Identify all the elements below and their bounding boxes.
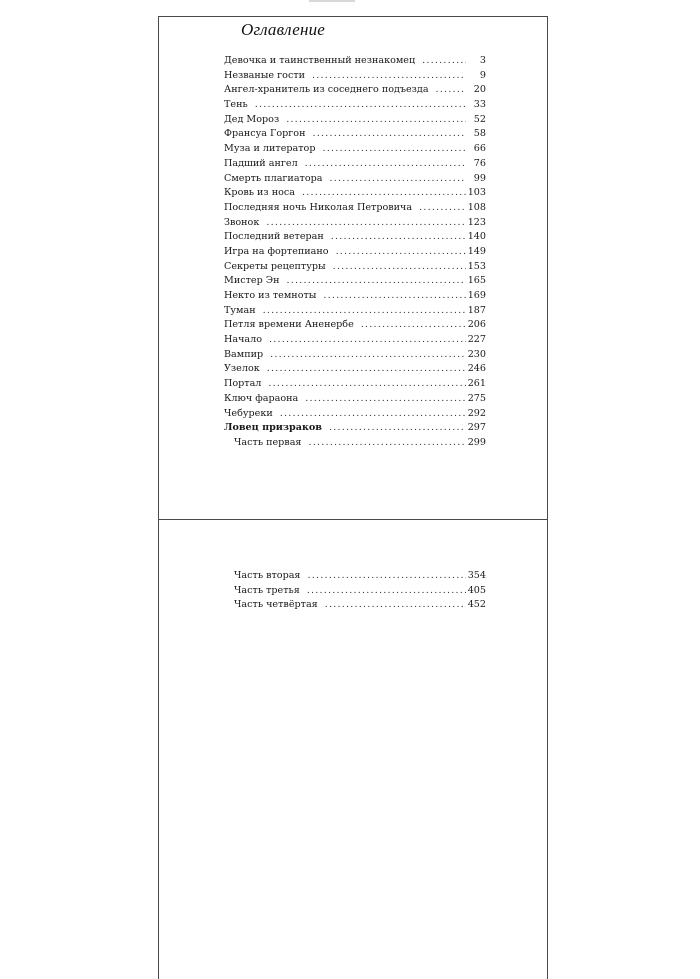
toc-dot-leader (329, 421, 466, 436)
toc-entry-title: Ключ фараона (224, 392, 299, 404)
toc-dot-leader (333, 260, 466, 275)
toc-entry (224, 69, 486, 84)
document-page-1 (158, 16, 548, 521)
toc-entry-title: Смерть плагиатора (224, 172, 323, 184)
toc-dot-leader (312, 127, 466, 142)
toc-dot-leader (308, 436, 465, 451)
toc-entry (224, 318, 486, 333)
toc-page-number: 165 (467, 275, 486, 287)
toc-page-number: 3 (479, 55, 486, 66)
toc-entry-title: Кровь из носа (224, 187, 295, 199)
toc-page-number: 99 (473, 172, 486, 184)
toc-entry-title: Ангел-хранитель из соседнего подъезда (224, 84, 429, 96)
toc-page-number: 275 (467, 392, 486, 404)
toc-page-number: 227 (467, 334, 486, 346)
toc-page-number: 66 (473, 143, 486, 155)
toc-subentry (224, 436, 486, 451)
toc-dot-leader (307, 584, 466, 599)
toc-dot-leader (330, 172, 467, 187)
toc-entry-title: Игра на фортепиано (224, 245, 329, 257)
toc-entry (224, 142, 486, 157)
toc-entry-title: Чебуреки (224, 407, 273, 419)
toc-dot-leader (322, 142, 466, 157)
toc-entry-title: Начало (224, 334, 263, 346)
toc-entry (224, 392, 486, 407)
toc-dot-leader (268, 377, 465, 392)
toc-entry-title: Последний ветеран (224, 231, 324, 243)
toc-entry-title: Некто из темноты (224, 290, 317, 301)
toc-entry-title: Часть первая (234, 436, 302, 448)
top-scroll-tab (309, 0, 355, 2)
toc-entry-title: Девочка и таинственный незнакомец (224, 55, 416, 66)
toc-entry-title: Ловец призраков (224, 422, 322, 434)
toc-list-page-2 (224, 569, 486, 613)
toc-entry-title: Муза и литератор (224, 143, 316, 155)
toc-dot-leader (308, 569, 466, 584)
toc-dot-leader (419, 201, 466, 216)
toc-page-number: 123 (467, 216, 486, 228)
toc-page-number: 9 (479, 69, 486, 81)
toc-entry-title: Тень (224, 99, 248, 111)
toc-page-number: 246 (467, 363, 486, 375)
toc-dot-leader (267, 362, 466, 377)
toc-page-number: 292 (467, 407, 486, 419)
toc-dot-leader (436, 83, 466, 98)
toc-entry (224, 172, 486, 187)
toc-entry-title: Мистер Эн (224, 275, 280, 287)
toc-subentry (224, 584, 486, 599)
toc-subentry (224, 598, 486, 613)
toc-page-number: 452 (467, 599, 486, 611)
toc-entry (224, 201, 486, 216)
toc-dot-leader (266, 216, 465, 231)
toc-dot-leader (270, 348, 466, 363)
toc-entry-title: Секреты рецептуры (224, 260, 326, 272)
toc-entry-title: Портал (224, 378, 262, 390)
toc-entry (224, 274, 486, 289)
toc-page-number: 261 (467, 378, 486, 390)
toc-page-number: 149 (467, 245, 486, 257)
toc-entry (224, 54, 486, 69)
toc-entry-title: Франсуа Горгон (224, 128, 306, 140)
toc-page-number: 405 (467, 584, 486, 596)
toc-entry (224, 260, 486, 275)
document-page-2 (158, 519, 548, 979)
toc-entry (224, 186, 486, 201)
toc-dot-leader (331, 230, 466, 245)
toc-entry (224, 333, 486, 348)
toc-dot-leader (255, 98, 466, 113)
toc-page-number: 153 (467, 260, 486, 272)
toc-entry-title: Падший ангел (224, 157, 298, 169)
toc-page-number: 169 (467, 290, 486, 301)
toc-page-number: 206 (467, 319, 486, 331)
toc-entry (224, 348, 486, 363)
toc-entry-title: Часть четвёртая (234, 599, 318, 611)
toc-entry-title: Петля времени Аненербе (224, 319, 354, 331)
toc-entry (224, 230, 486, 245)
toc-entry (224, 421, 486, 436)
toc-entry (224, 304, 486, 319)
toc-page-number: 20 (473, 84, 486, 96)
toc-entry (224, 216, 486, 231)
toc-entry (224, 407, 486, 422)
toc-entry (224, 157, 486, 172)
toc-dot-leader (286, 113, 466, 128)
toc-entry (224, 113, 486, 128)
toc-page-number: 58 (473, 128, 486, 140)
toc-entry-title: Последняя ночь Николая Петровича (224, 201, 413, 213)
toc-entry-title: Туман (224, 304, 256, 316)
toc-page-number: 354 (467, 570, 486, 581)
toc-entry-title: Дед Мороз (224, 113, 280, 125)
toc-dot-leader (263, 304, 466, 319)
toc-dot-leader (422, 54, 466, 69)
toc-entry (224, 127, 486, 142)
toc-page-number: 140 (467, 231, 486, 243)
toc-title: Оглавление (241, 20, 326, 39)
toc-entry-title: Незваные гости (224, 69, 306, 81)
toc-entry (224, 362, 486, 377)
toc-entry (224, 245, 486, 260)
toc-page-number: 230 (467, 348, 486, 360)
toc-entry (224, 83, 486, 98)
toc-page-number: 33 (473, 99, 486, 111)
toc-page-number: 297 (467, 422, 486, 434)
toc-entry-title: Узелок (224, 363, 260, 375)
toc-dot-leader (269, 333, 466, 348)
toc-page-number: 108 (467, 201, 486, 213)
toc-dot-leader (305, 392, 465, 407)
toc-dot-leader (305, 157, 466, 172)
toc-dot-leader (323, 289, 465, 304)
toc-entry-title: Часть вторая (234, 570, 301, 581)
toc-list-page-1 (224, 54, 486, 451)
toc-dot-leader (325, 598, 466, 613)
toc-entry (224, 289, 486, 304)
toc-page-number: 187 (467, 304, 486, 316)
toc-dot-leader (312, 69, 466, 84)
toc-entry-title: Звонок (224, 216, 260, 228)
toc-entry (224, 377, 486, 392)
toc-page-number: 52 (473, 113, 486, 125)
toc-dot-leader (287, 274, 466, 289)
toc-entry-title: Вампир (224, 348, 264, 360)
toc-dot-leader (280, 407, 466, 422)
toc-dot-leader (302, 186, 466, 201)
toc-page-number: 299 (467, 436, 486, 448)
toc-entry (224, 98, 486, 113)
toc-page-number: 76 (473, 157, 486, 169)
toc-dot-leader (336, 245, 466, 260)
toc-page-number: 103 (467, 187, 486, 199)
toc-entry-title: Часть третья (234, 584, 300, 596)
toc-subentry (224, 569, 486, 584)
toc-dot-leader (361, 318, 466, 333)
